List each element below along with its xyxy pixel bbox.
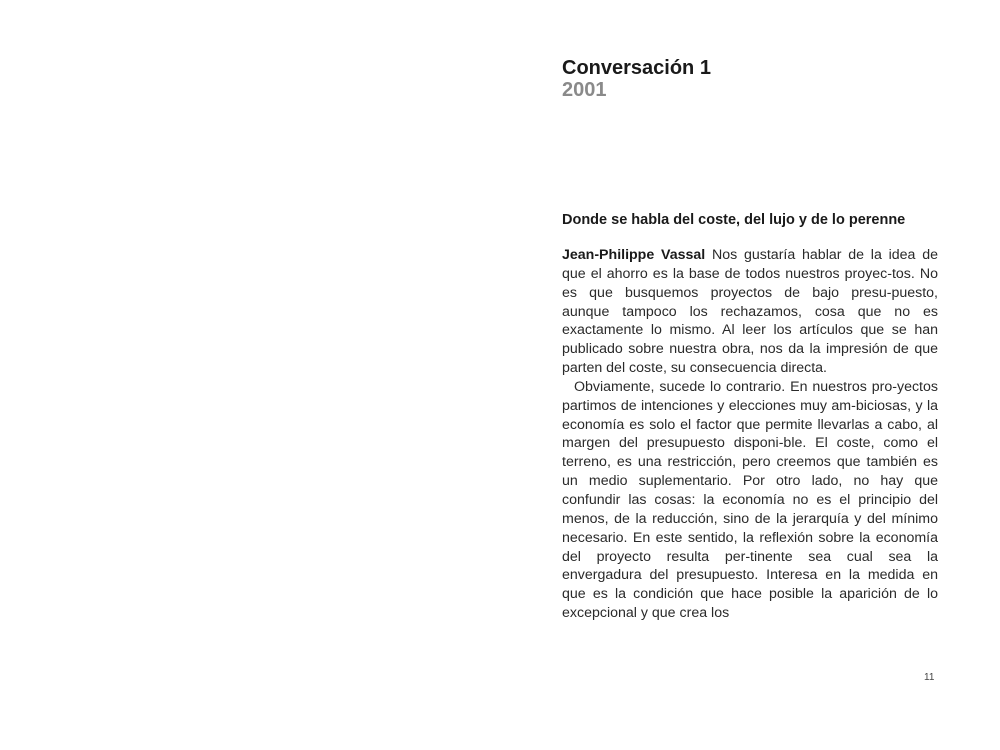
paragraph-1-text: Nos gustaría hablar de la idea de que el ahorro es la base de todos nuestros proyec-tos. No es que busquemos proyectos de bajo presu-puesto, aunque tampoco los rechazamos, cosa que no es exactamente lo mismo. Al leer los artículos que se han publicado sobre nuestra obra, nos da la impresión de que parten del coste, su consecuencia directa. bbox=[562, 247, 938, 377]
speaker-name: Jean-Philippe Vassal bbox=[562, 247, 706, 263]
chapter-year: 2001 bbox=[562, 79, 607, 101]
chapter-title: Conversación 1 bbox=[562, 57, 711, 79]
page-number: 11 bbox=[924, 672, 935, 683]
paragraph-1 bbox=[562, 246, 938, 378]
right-page bbox=[500, 0, 1000, 750]
paragraph-2-text: Obviamente, sucede lo contrario. En nuestros pro-yectos partimos de intenciones y elecciones muy am-biciosas, y la economía es solo el factor que permite llevarlas a cabo, al margen del presupuesto disponi-ble. El coste, como el terreno, es una restricción, pero creemos que también es un medio suplementario. Por otro lado, no hay que confundir las cosas: la economía no es el principio del menos, de la reducción, sino de la jerarquía y del mínimo necesario. En este sentido, la reflexión sobre la economía del proyecto resulta per-tinente sea cual sea la envergadura del presupuesto. Interesa en la medida en que es la condición que hace posible la aparición de lo excepcional y que crea los bbox=[562, 378, 938, 622]
paragraph-2 bbox=[562, 378, 938, 623]
section-heading: Donde se habla del coste, del lujo y de lo perenne bbox=[562, 212, 906, 228]
body-text bbox=[562, 246, 938, 623]
